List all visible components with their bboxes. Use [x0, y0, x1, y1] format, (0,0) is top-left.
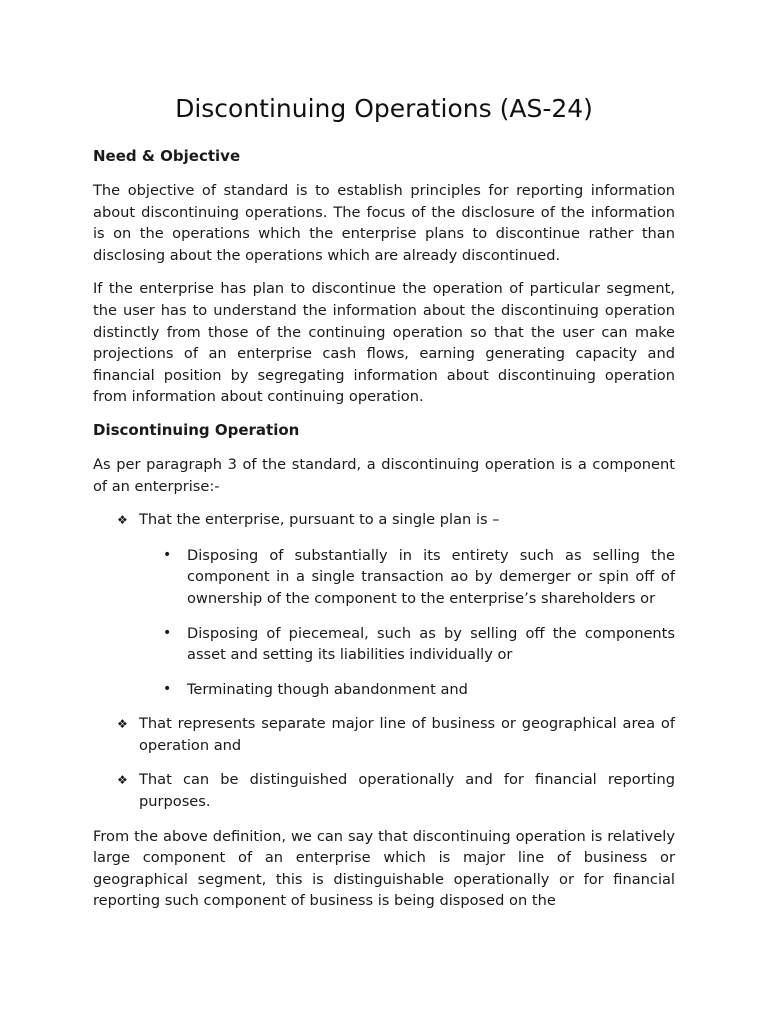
sub-list-item — [139, 679, 675, 701]
sub-list — [139, 545, 675, 701]
bullet-icon: • — [163, 624, 172, 641]
section-heading-need-objective: Need & Objective — [93, 147, 241, 165]
list-item-text: That represents separate major line of business or geographical area of operation and — [139, 715, 675, 754]
list-item-text: That can be distinguished operationally and for financial reporting purposes. — [139, 771, 675, 811]
document-title: Discontinuing Operations (AS-24) — [175, 94, 593, 123]
list-item-text: That the enterprise, pursuant to a single plan is – — [139, 511, 500, 529]
document-page — [93, 92, 675, 924]
bullet-icon: • — [163, 680, 172, 697]
diamond-bullet-icon: ❖ — [117, 717, 128, 732]
paragraph-intro: As per paragraph 3 of the standard, a discontinuing operation is a component of an enterprise:- — [93, 455, 675, 495]
criteria-list — [93, 509, 675, 813]
list-item — [93, 713, 675, 756]
list-item — [93, 509, 675, 700]
paragraph-closing: From the above definition, we can say that discontinuing operation is relatively large component of an enterprise which is major line of business or geographical segment, this is distinguishable operationally or for financial reporting such component of business is being disposed on the — [93, 827, 675, 910]
paragraph: If the enterprise has plan to discontinue the operation of particular segment, the user has to understand the information about the discontinuing operation distinctly from those of the continuing operation so that the user can make projections of an enterprise cash flows, earning generating capacity and financial position by segregating information about discontinuing operation from information about continuing operation. — [93, 280, 675, 406]
bullet-icon: • — [163, 546, 172, 563]
list-item — [93, 769, 675, 812]
section-heading-discontinuing-operation: Discontinuing Operation — [93, 420, 300, 439]
sub-list-item — [139, 623, 675, 666]
sub-list-item-text: Terminating though abandonment and — [187, 680, 468, 698]
diamond-bullet-icon: ❖ — [117, 773, 128, 788]
sub-list-item-text: Disposing of piecemeal, such as by selling off the components asset and setting its liabilities individually or — [187, 624, 675, 664]
diamond-bullet-icon: ❖ — [117, 513, 128, 528]
paragraph: The objective of standard is to establish principles for reporting information about discontinuing operations. The focus of the disclosure of the information is on the operations which the enterprise plans to discontinue rather than disclosing about the operations which are already discontinued. — [93, 182, 675, 264]
sub-list-item — [139, 545, 675, 610]
sub-list-item-text: Disposing of substantially in its entirety such as selling the component in a single transaction ao by demerger or spin off of ownership of the component to the enterprise’s shareholders or — [187, 546, 675, 607]
